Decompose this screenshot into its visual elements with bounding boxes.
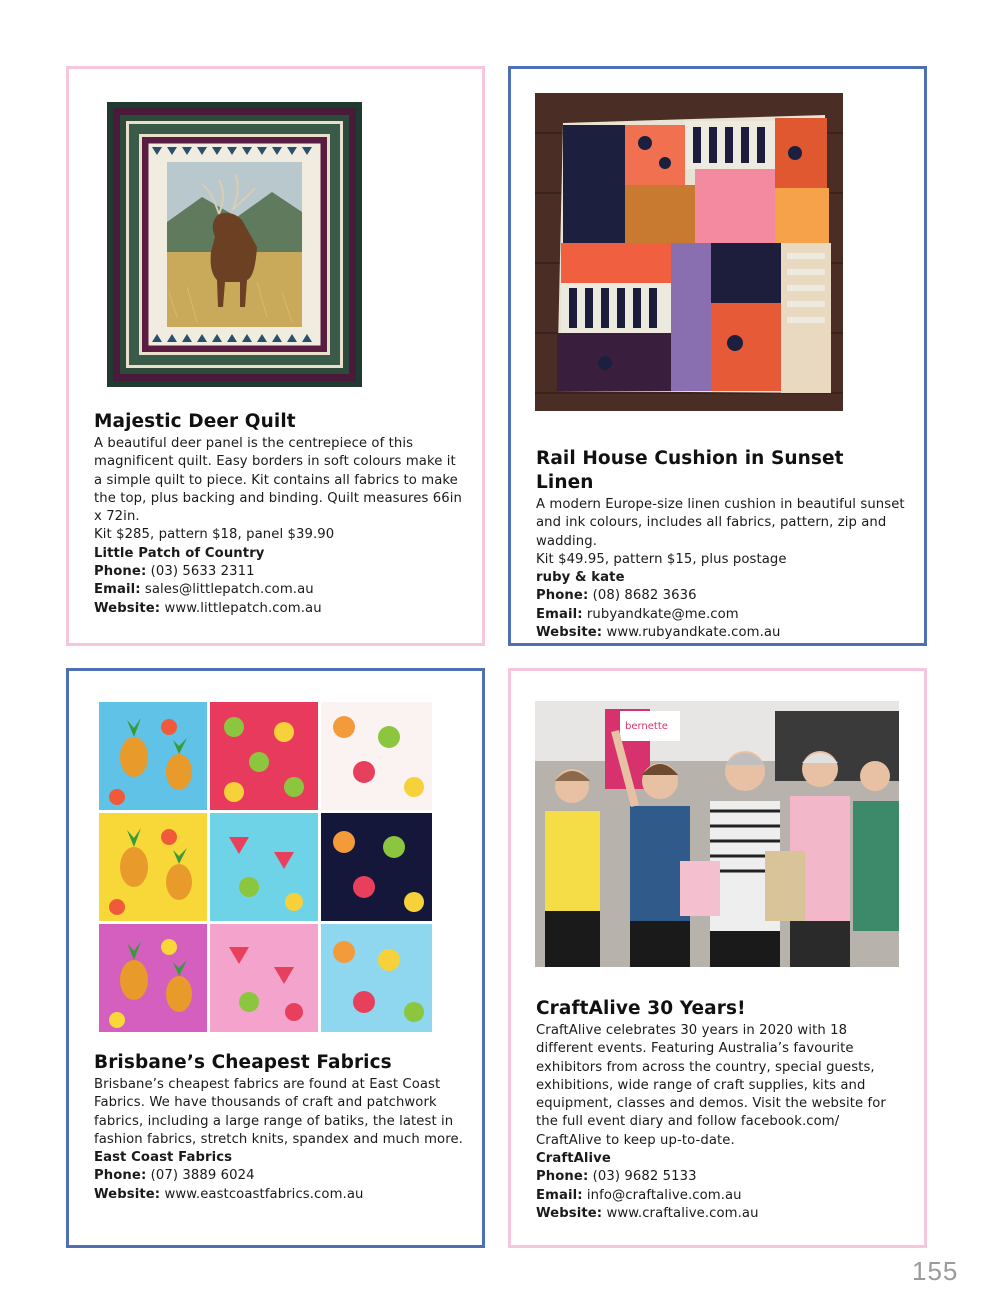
business-name: East Coast Fabrics bbox=[94, 1150, 233, 1166]
email-line[interactable]: Email: sales@littlepatch.com.au bbox=[94, 582, 314, 598]
listing-description: A modern Europe-size linen cushion in beautiful sunset and ink colours, includes all fabrics, pattern, zip and wadding. bbox=[536, 497, 905, 549]
business-name: ruby & kate bbox=[536, 570, 625, 586]
cushion-photo bbox=[535, 93, 843, 411]
deer-quilt-text bbox=[94, 410, 464, 618]
business-name: Little Patch of Country bbox=[94, 545, 265, 561]
phone-line: Phone: (08) 8682 3636 bbox=[536, 588, 697, 604]
listing-card-deer-quilt bbox=[66, 66, 485, 646]
fabric-swatches-photo bbox=[99, 702, 432, 1032]
cushion-text bbox=[536, 447, 906, 642]
phone-line: Phone: (03) 5633 2311 bbox=[94, 564, 255, 580]
website-line[interactable]: Website: www.rubyandkate.com.au bbox=[536, 625, 781, 641]
email-line[interactable]: Email: info@craftalive.com.au bbox=[536, 1187, 742, 1203]
website-line[interactable]: Website: www.eastcoastfabrics.com.au bbox=[94, 1186, 364, 1202]
listing-description: A beautiful deer panel is the centrepiece of this magnificent quilt. Easy borders in soft colours make it a simple quilt to piece. Kit contains all fabrics to make the top, plus backing and binding. Quilt measures 66in x 72in. bbox=[94, 436, 462, 525]
listing-description: Brisbane’s cheapest fabrics are found at East Coast Fabrics. We have thousands of craft and patchwork fabrics, including a large range of batiks, the latest in fashion fabrics, stretch knits, spandex and much more. bbox=[94, 1077, 463, 1147]
listing-title: Majestic Deer Quilt bbox=[94, 411, 296, 432]
business-name: CraftAlive bbox=[536, 1151, 611, 1167]
fabrics-text bbox=[94, 1051, 464, 1204]
listing-price: Kit $285, pattern $18, panel $39.90 bbox=[94, 527, 335, 543]
page-number: 155 bbox=[912, 1256, 959, 1286]
phone-line: Phone: (03) 9682 5133 bbox=[536, 1169, 697, 1185]
email-line[interactable]: Email: rubyandkate@me.com bbox=[536, 606, 739, 622]
svg-text:bernette: bernette bbox=[625, 721, 668, 732]
craftalive-event-photo bbox=[535, 701, 899, 967]
listing-card-craftalive bbox=[508, 668, 927, 1248]
listing-description: CraftAlive celebrates 30 years in 2020 with 18 different events. Featuring Australia’s favourite exhibitors from across the country, special guests, exhibitions, wide range of craft supplies, kits and equipment, classes and demos. Visit the website for the full event diary and follow facebook.com/ CraftAlive to keep up-to-date. bbox=[536, 1023, 886, 1148]
website-line[interactable]: Website: www.craftalive.com.au bbox=[536, 1205, 759, 1221]
listing-title: Rail House Cushion in Sunset Linen bbox=[536, 448, 844, 493]
deer-quilt-photo bbox=[107, 102, 362, 387]
craftalive-text bbox=[536, 997, 906, 1223]
listing-card-cushion bbox=[508, 66, 927, 646]
phone-line: Phone: (07) 3889 6024 bbox=[94, 1168, 255, 1184]
listing-title: Brisbane’s Cheapest Fabrics bbox=[94, 1052, 392, 1073]
listing-title: CraftAlive 30 Years! bbox=[536, 998, 746, 1019]
website-line[interactable]: Website: www.littlepatch.com.au bbox=[94, 600, 322, 616]
listing-price: Kit $49.95, pattern $15, plus postage bbox=[536, 551, 787, 567]
listing-card-fabrics bbox=[66, 668, 485, 1248]
